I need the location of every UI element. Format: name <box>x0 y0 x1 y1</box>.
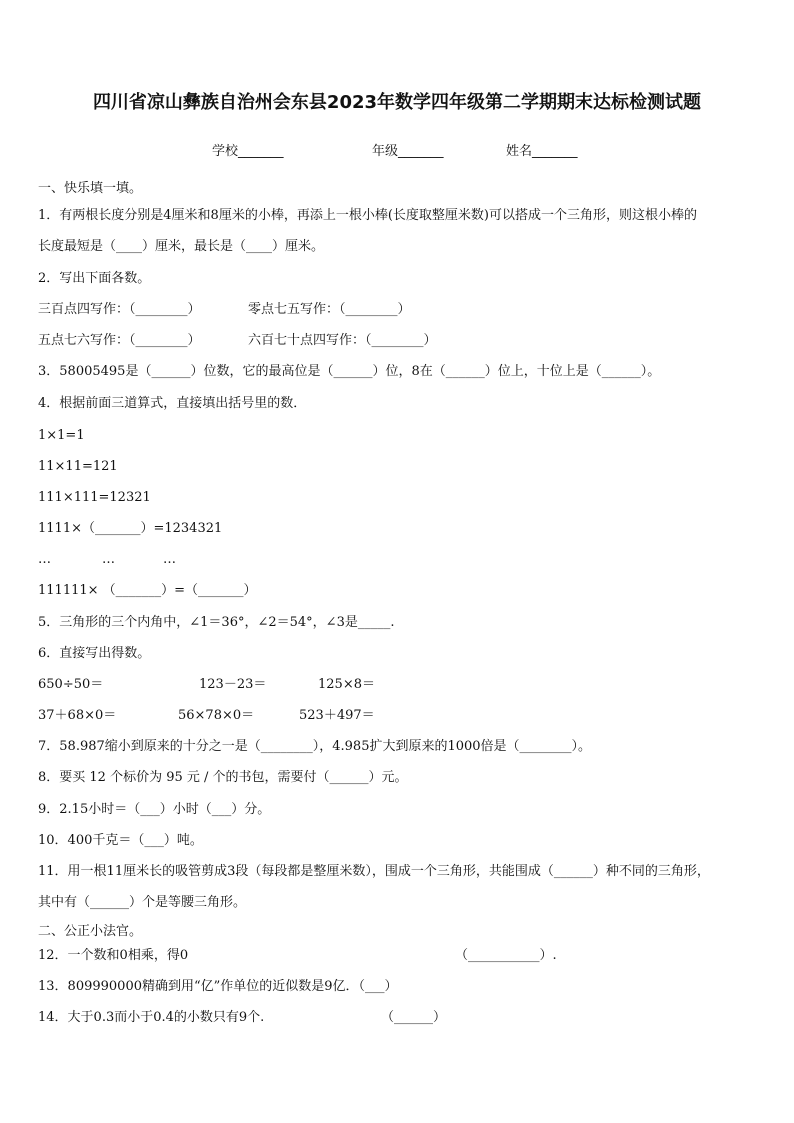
question-4-equation-3: 111×111=12321 <box>38 490 151 505</box>
question-11-line-1: 11．用一根11厘米长的吸管剪成3段（每段都是整厘米数），围成一个三角形，共能围成（______）种不同的三角形， <box>38 864 710 879</box>
name-field: 姓名_______ <box>506 144 578 159</box>
question-4-equation-2: 11×11=121 <box>38 459 118 474</box>
question-6-item-4: 37＋68×0＝ <box>38 708 117 723</box>
question-6-item-2: 123－23＝ <box>199 677 267 692</box>
question-5: 5．三角形的三个内角中，∠1＝36°，∠2＝54°，∠3是_____. <box>38 615 395 630</box>
question-1-line-2: 长度最短是（____）厘米，最长是（____）厘米。 <box>38 239 325 254</box>
question-14: 14．大于0.3而小于0.4的小数只有9个. <box>38 1010 265 1025</box>
question-4-equation-4: 1111×（_______）=1234321 <box>38 521 223 536</box>
question-4: 4．根据前面三道算式，直接填出括号里的数． <box>38 396 307 411</box>
question-2-item-1: 三百点四写作：（________） <box>38 302 201 317</box>
question-2-item-2: 零点七五写作：（________） <box>248 302 411 317</box>
section-2-heading: 二、公正小法官。 <box>38 924 143 939</box>
question-4-equation-6: 111111× （_______）=（_______） <box>38 583 257 598</box>
question-1-line-1: 1．有两根长度分别是4厘米和8厘米的小棒，再添上一根小棒(长度取整厘米数)可以搭成一个三角形，则这根小棒的 <box>38 208 697 223</box>
question-2-item-3: 五点七六写作：（________） <box>38 333 201 348</box>
question-6: 6．直接写出得数。 <box>38 646 151 661</box>
question-4-ellipsis-2: … <box>102 552 115 567</box>
question-13: 13．809990000精确到用“亿”作单位的近似数是9亿．（___） <box>38 979 398 994</box>
question-4-equation-1: 1×1=1 <box>38 428 85 443</box>
question-12-answer: （___________）. <box>455 948 557 963</box>
question-4-ellipsis-3: … <box>163 552 176 567</box>
question-6-item-1: 650÷50＝ <box>38 677 104 692</box>
question-2: 2．写出下面各数。 <box>38 271 151 286</box>
school-field: 学校_______ <box>212 144 284 159</box>
question-2-item-4: 六百七十点四写作：（________） <box>248 333 437 348</box>
grade-field: 年级_______ <box>372 144 444 159</box>
question-3: 3．58005495是（______）位数，它的最高位是（______）位，8在（______）位上，十位上是（______）。 <box>38 364 661 379</box>
question-4-ellipsis-1: … <box>38 552 51 567</box>
question-11-line-2: 其中有（______）个是等腰三角形。 <box>38 895 247 910</box>
question-14-answer: （______） <box>381 1010 447 1025</box>
question-12: 12．一个数和0相乘，得0 <box>38 948 189 963</box>
question-9: 9．2.15小时＝（___）小时（___）分。 <box>38 802 271 817</box>
question-6-item-6: 523＋497＝ <box>299 708 375 723</box>
question-7: 7．58.987缩小到原来的十分之一是（________），4.985扩大到原来的1000倍是（________）。 <box>38 739 592 754</box>
question-6-item-3: 125×8＝ <box>318 677 375 692</box>
question-6-item-5: 56×78×0＝ <box>178 708 255 723</box>
section-1-heading: 一、快乐填一填。 <box>38 181 143 196</box>
page-title: 四川省凉山彝族自治州会东县2023年数学四年级第二学期期末达标检测试题 <box>92 92 702 113</box>
question-10: 10．400千克＝（___）吨。 <box>38 833 203 848</box>
question-8: 8．要买 12 个标价为 95 元 / 个的书包，需要付（______）元。 <box>38 770 408 785</box>
